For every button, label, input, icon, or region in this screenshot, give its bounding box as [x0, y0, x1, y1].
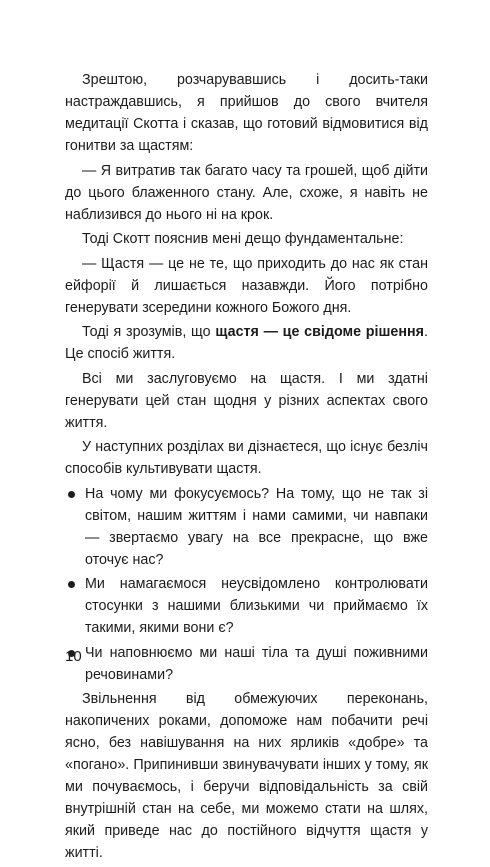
list-item-text: На чому ми фокусуємось? На тому, що не так зі світом, нашим життям і нами самими, чи навпаки — звертаємо увагу на все прекрасне, що вже оточує нас? [85, 485, 428, 568]
page-body [65, 69, 428, 867]
dialogue-paragraph: — Я витратив так багато часу та грошей, щоб дійти до цього блаженного стану. Але, схоже, я навіть не наблизився до нього ні на крок. [65, 162, 428, 223]
bullet-icon [68, 581, 75, 588]
page-number: 10 [65, 648, 82, 665]
list-item [65, 642, 428, 686]
paragraph: Всі ми заслуговуємо на щастя. І ми здатні генерувати цей стан щодня у різних аспектах свого життя. [65, 370, 428, 431]
emphasis-paragraph [65, 321, 428, 365]
list-item-text: Чи наповнюємо ми наші тіла та душі поживними речовинами? [85, 644, 428, 683]
list-item-text: Ми намагаємося неусвідомлено контролювати стосунки з нашими близькими чи приймаємо їх такими, якими вони є? [85, 576, 428, 636]
paragraph: Зрештою, розчарувавшись і досить-таки настраждавшись, я прийшов до свого вчителя медитації Скотта і сказав, що готовий відмовитися від гонитви за щастям: [65, 72, 428, 154]
paragraph: Тоді Скотт пояснив мені дещо фундаментальне: [82, 231, 404, 247]
list-item [65, 573, 428, 639]
bold-phrase: щастя — це свідоме рішення [215, 324, 424, 340]
dialogue-paragraph: — Щастя — це не те, що приходить до нас як стан ейфорії й лишається назавжди. Його потрібно генерувати зсередини кожного Божого дня. [65, 255, 428, 316]
list-item [65, 483, 428, 571]
bullet-list [65, 483, 428, 686]
bullet-icon [68, 491, 75, 498]
paragraph: У наступних розділах ви дізнаєтеся, що існує безліч способів культивувати щастя. [65, 439, 428, 477]
closing-paragraph: Звільнення від обмежуючих переконань, накопичених роками, допоможе нам побачити речі ясно, без навішування на них ярликів «добре» та «погано». Припинивши звинувачувати інших у тому, як ми почуваємось, і беручи відповідальність за свій внутрішній стан на себе, ми можемо стати на шлях, який приведе нас до постійного відчуття щастя у житті. [65, 691, 428, 861]
emphasis-before: Тоді я зрозумів, що [82, 324, 216, 340]
emphasis-after: . Це спосіб життя. [65, 324, 428, 362]
